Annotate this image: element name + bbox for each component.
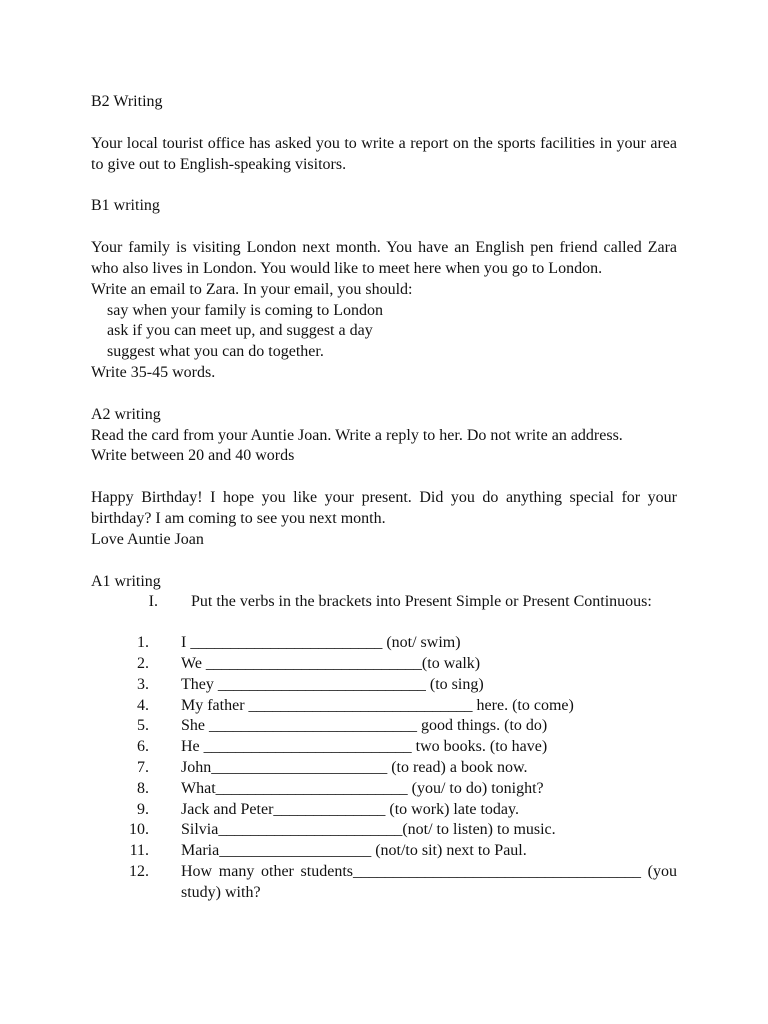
b1-instruction: Write an email to Zara. In your email, you should: xyxy=(91,280,413,298)
b1-point: say when your family is coming to London xyxy=(107,301,383,319)
b1-word-limit: Write 35-45 words. xyxy=(91,363,216,381)
item-text: He __________________________ two books. (to have) xyxy=(181,738,548,756)
a1-task-number: I. xyxy=(148,593,158,611)
list-item xyxy=(91,716,677,737)
item-number: 2. xyxy=(137,654,149,672)
a1-task-text: Put the verbs in the brackets into Present Simple or Present Continuous: xyxy=(191,593,652,611)
a1-heading: A1 writing xyxy=(91,572,161,590)
a2-card-signoff: Love Auntie Joan xyxy=(91,530,204,548)
list-item xyxy=(91,633,677,654)
list-item xyxy=(91,779,677,800)
item-text: How many other students____________________________________ (you study) with? xyxy=(181,862,677,901)
list-item xyxy=(91,800,677,821)
item-text: Silvia_______________________(not/ to listen) to music. xyxy=(181,821,556,839)
item-number: 7. xyxy=(137,758,149,776)
a2-card-text: Happy Birthday! I hope you like your present. Did you do anything special for your birthday? I am coming to see you next month. xyxy=(91,489,677,527)
b1-prompt: Your family is visiting London next month. You have an English pen friend called Zara who also lives in London. You would like to meet here when you go to London. xyxy=(91,239,677,277)
item-text: Jack and Peter______________ (to work) late today. xyxy=(181,800,519,818)
b1-point: ask if you can meet up, and suggest a day xyxy=(107,322,373,340)
item-text: John______________________ (to read) a book now. xyxy=(181,758,528,776)
item-number: 9. xyxy=(137,800,149,818)
item-number: 5. xyxy=(137,717,149,735)
a1-task xyxy=(91,592,677,613)
exercise-list xyxy=(91,633,677,903)
item-number: 4. xyxy=(137,696,149,714)
list-item xyxy=(91,758,677,779)
item-number: 10. xyxy=(129,821,149,839)
item-text: We ___________________________(to walk) xyxy=(181,654,481,672)
item-text: She __________________________ good things. (to do) xyxy=(181,717,548,735)
b1-point: suggest what you can do together. xyxy=(107,343,324,361)
item-number: 3. xyxy=(137,675,149,693)
item-number: 6. xyxy=(137,738,149,756)
item-text: Maria___________________ (not/to sit) next to Paul. xyxy=(181,842,527,860)
b1-heading: B1 writing xyxy=(91,197,160,215)
list-item xyxy=(91,696,677,717)
list-item xyxy=(91,862,677,904)
list-item xyxy=(91,675,677,696)
a2-word-limit: Write between 20 and 40 words xyxy=(91,447,295,465)
a2-heading: A2 writing xyxy=(91,405,161,423)
a2-instruction: Read the card from your Auntie Joan. Write a reply to her. Do not write an address. xyxy=(91,426,623,444)
item-text: They __________________________ (to sing) xyxy=(181,675,484,693)
item-number: 1. xyxy=(137,634,149,652)
list-item xyxy=(91,841,677,862)
worksheet xyxy=(91,92,677,904)
item-number: 12. xyxy=(129,862,149,880)
item-number: 8. xyxy=(137,779,149,797)
item-text: What________________________ (you/ to do) tonight? xyxy=(181,779,544,797)
b2-heading: B2 Writing xyxy=(91,93,163,110)
b2-prompt: Your local tourist office has asked you to write a report on the sports facilities in your area to give out to English-speaking visitors. xyxy=(91,134,677,173)
list-item xyxy=(91,820,677,841)
item-text: I ________________________ (not/ swim) xyxy=(181,634,461,652)
list-item xyxy=(91,654,677,675)
list-item xyxy=(91,737,677,758)
item-number: 11. xyxy=(129,842,149,860)
item-text: My father ____________________________ here. (to come) xyxy=(181,696,574,714)
